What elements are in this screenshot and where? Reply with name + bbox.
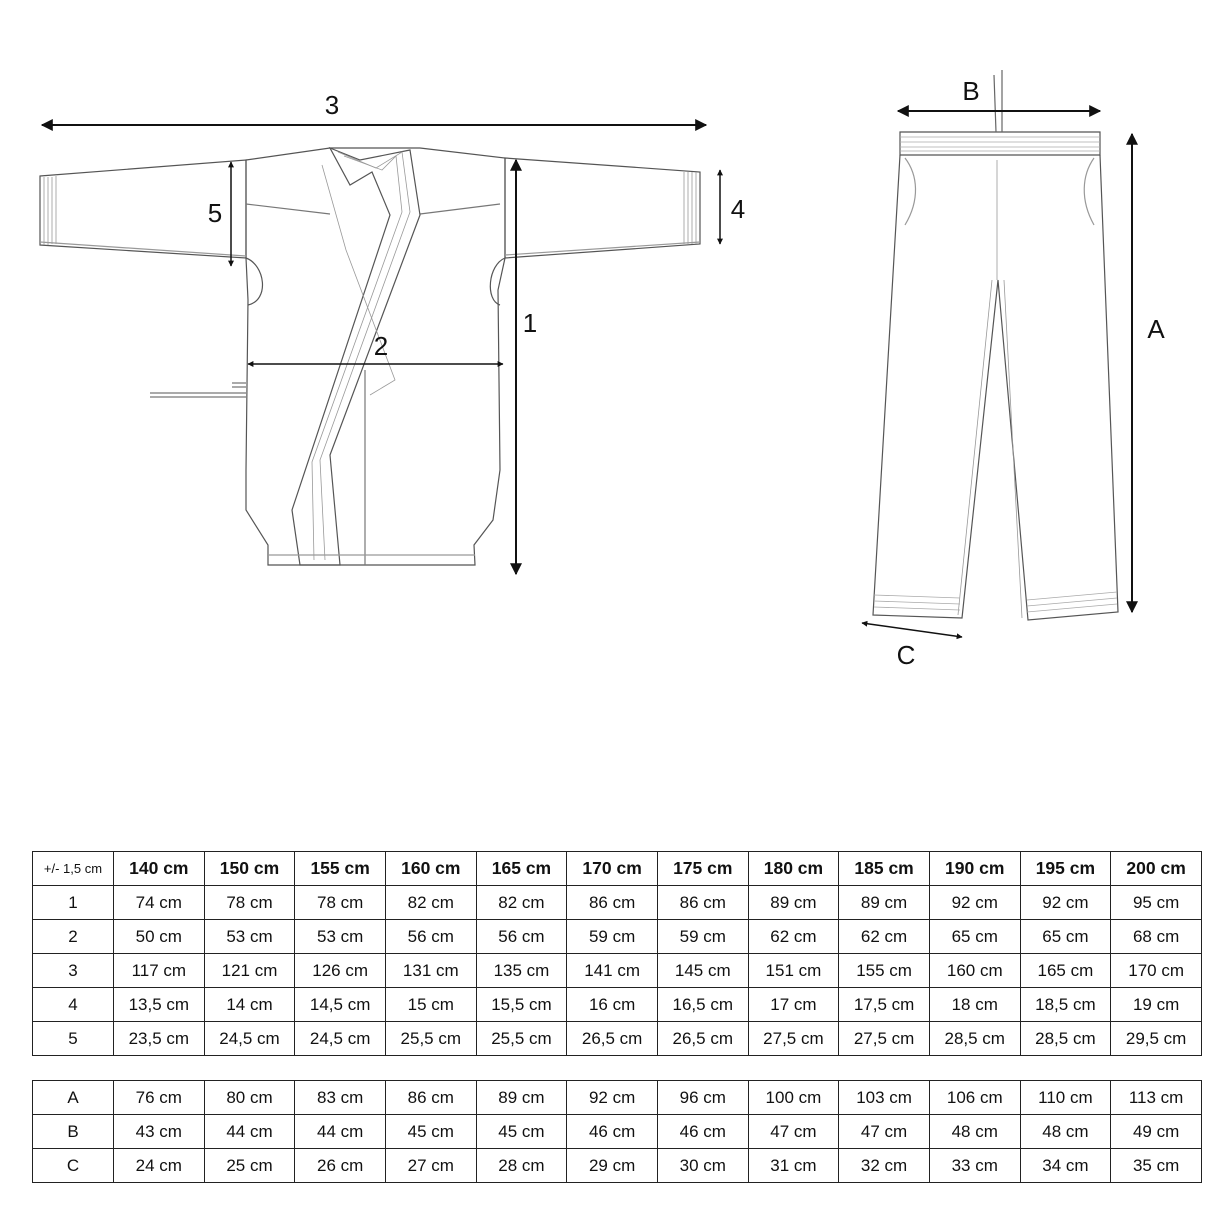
- pants-legs-outline: [873, 155, 1118, 620]
- table-cell: 46 cm: [657, 1115, 748, 1149]
- pants-rows: [33, 1081, 1202, 1183]
- label-B: B: [962, 76, 980, 106]
- table-row: [33, 1115, 1202, 1149]
- row-label: 3: [33, 954, 114, 988]
- table-cell: 35 cm: [1111, 1149, 1202, 1183]
- table-cell: 45 cm: [385, 1115, 476, 1149]
- header-row: [33, 852, 1202, 886]
- table-cell: 103 cm: [839, 1081, 930, 1115]
- table-cell: 24,5 cm: [204, 1022, 295, 1056]
- row-label: 4: [33, 988, 114, 1022]
- table-cell: 53 cm: [295, 920, 386, 954]
- row-label: B: [33, 1115, 114, 1149]
- table-cell: 15 cm: [385, 988, 476, 1022]
- header-cell: 175 cm: [657, 852, 748, 886]
- table-cell: 59 cm: [567, 920, 658, 954]
- table-cell: 89 cm: [748, 886, 839, 920]
- table-cell: 100 cm: [748, 1081, 839, 1115]
- table-cell: 96 cm: [657, 1081, 748, 1115]
- table-cell: 82 cm: [385, 886, 476, 920]
- table-cell: 113 cm: [1111, 1081, 1202, 1115]
- table-cell: 14 cm: [204, 988, 295, 1022]
- table-cell: 27,5 cm: [839, 1022, 930, 1056]
- table-cell: 33 cm: [929, 1149, 1020, 1183]
- table-cell: 151 cm: [748, 954, 839, 988]
- table-cell: 86 cm: [385, 1081, 476, 1115]
- table-cell: 131 cm: [385, 954, 476, 988]
- table-cell: 45 cm: [476, 1115, 567, 1149]
- table-cell: 26 cm: [295, 1149, 386, 1183]
- table-cell: 47 cm: [748, 1115, 839, 1149]
- table-cell: 47 cm: [839, 1115, 930, 1149]
- jacket-lapel: [292, 148, 420, 565]
- tolerance-cell: +/- 1,5 cm: [33, 852, 114, 886]
- table-cell: 16,5 cm: [657, 988, 748, 1022]
- header-cell: 140 cm: [114, 852, 205, 886]
- table-cell: 92 cm: [929, 886, 1020, 920]
- table-cell: 65 cm: [1020, 920, 1111, 954]
- table-cell: 24 cm: [114, 1149, 205, 1183]
- label-A: A: [1147, 314, 1165, 344]
- table-cell: 25,5 cm: [385, 1022, 476, 1056]
- table-cell: 18,5 cm: [1020, 988, 1111, 1022]
- table-cell: 78 cm: [204, 886, 295, 920]
- table-cell: 59 cm: [657, 920, 748, 954]
- pants-drawing: [873, 70, 1118, 620]
- table-cell: 26,5 cm: [657, 1022, 748, 1056]
- table-cell: 170 cm: [1111, 954, 1202, 988]
- table-cell: 15,5 cm: [476, 988, 567, 1022]
- table-cell: 24,5 cm: [295, 1022, 386, 1056]
- table-cell: 126 cm: [295, 954, 386, 988]
- row-label: 2: [33, 920, 114, 954]
- table-cell: 34 cm: [1020, 1149, 1111, 1183]
- table-cell: 44 cm: [204, 1115, 295, 1149]
- table-cell: 83 cm: [295, 1081, 386, 1115]
- header-cell: 185 cm: [839, 852, 930, 886]
- table-cell: 65 cm: [929, 920, 1020, 954]
- table-cell: 46 cm: [567, 1115, 658, 1149]
- table-cell: 48 cm: [929, 1115, 1020, 1149]
- header-cell: 190 cm: [929, 852, 1020, 886]
- table-cell: 165 cm: [1020, 954, 1111, 988]
- table-cell: 44 cm: [295, 1115, 386, 1149]
- header-cell: 180 cm: [748, 852, 839, 886]
- table-cell: 86 cm: [657, 886, 748, 920]
- table-cell: 30 cm: [657, 1149, 748, 1183]
- table-cell: 29,5 cm: [1111, 1022, 1202, 1056]
- table-cell: 19 cm: [1111, 988, 1202, 1022]
- table-row: [33, 1149, 1202, 1183]
- table-cell: 25,5 cm: [476, 1022, 567, 1056]
- table-cell: 48 cm: [1020, 1115, 1111, 1149]
- header-cell: 160 cm: [385, 852, 476, 886]
- header-cell: 165 cm: [476, 852, 567, 886]
- label-2: 2: [373, 331, 389, 361]
- table-cell: 13,5 cm: [114, 988, 205, 1022]
- table-cell: 28,5 cm: [929, 1022, 1020, 1056]
- table-cell: 117 cm: [114, 954, 205, 988]
- table-cell: 95 cm: [1111, 886, 1202, 920]
- table-cell: 80 cm: [204, 1081, 295, 1115]
- table-cell: 106 cm: [929, 1081, 1020, 1115]
- table-cell: 26,5 cm: [567, 1022, 658, 1056]
- table-cell: 29 cm: [567, 1149, 658, 1183]
- table-cell: 92 cm: [567, 1081, 658, 1115]
- table-cell: 78 cm: [295, 886, 386, 920]
- pants-size-table: [32, 1080, 1202, 1183]
- jacket-drawing: [40, 148, 700, 565]
- jacket-right-sleeve: [505, 158, 700, 258]
- table-cell: 145 cm: [657, 954, 748, 988]
- table-cell: 28 cm: [476, 1149, 567, 1183]
- table-cell: 82 cm: [476, 886, 567, 920]
- jacket-size-table: [32, 851, 1202, 1056]
- table-cell: 68 cm: [1111, 920, 1202, 954]
- table-cell: 86 cm: [567, 886, 658, 920]
- table-cell: 23,5 cm: [114, 1022, 205, 1056]
- label-C: C: [896, 640, 916, 670]
- table-row: [33, 886, 1202, 920]
- table-cell: 121 cm: [204, 954, 295, 988]
- label-1: 1: [522, 308, 538, 338]
- table-row: [33, 988, 1202, 1022]
- table-cell: 62 cm: [839, 920, 930, 954]
- table-cell: 141 cm: [567, 954, 658, 988]
- dim-arrow-C: [862, 623, 962, 637]
- table-cell: 155 cm: [839, 954, 930, 988]
- table-cell: 43 cm: [114, 1115, 205, 1149]
- table-cell: 31 cm: [748, 1149, 839, 1183]
- table-cell: 17,5 cm: [839, 988, 930, 1022]
- pants-waistband: [900, 132, 1100, 155]
- table-cell: 76 cm: [114, 1081, 205, 1115]
- table-cell: 56 cm: [385, 920, 476, 954]
- table-cell: 74 cm: [114, 886, 205, 920]
- table-cell: 14,5 cm: [295, 988, 386, 1022]
- table-cell: 56 cm: [476, 920, 567, 954]
- label-4: 4: [730, 194, 746, 224]
- row-label: C: [33, 1149, 114, 1183]
- table-cell: 62 cm: [748, 920, 839, 954]
- table-cell: 50 cm: [114, 920, 205, 954]
- jacket-rows: [33, 886, 1202, 1056]
- label-3: 3: [324, 90, 340, 120]
- table-cell: 160 cm: [929, 954, 1020, 988]
- table-cell: 27,5 cm: [748, 1022, 839, 1056]
- table-cell: 110 cm: [1020, 1081, 1111, 1115]
- table-row: [33, 1081, 1202, 1115]
- table-cell: 49 cm: [1111, 1115, 1202, 1149]
- table-row: [33, 954, 1202, 988]
- header-cell: 155 cm: [295, 852, 386, 886]
- table-cell: 32 cm: [839, 1149, 930, 1183]
- row-label: A: [33, 1081, 114, 1115]
- table-cell: 18 cm: [929, 988, 1020, 1022]
- table-cell: 89 cm: [839, 886, 930, 920]
- label-5: 5: [207, 198, 223, 228]
- row-label: 1: [33, 886, 114, 920]
- table-row: [33, 1022, 1202, 1056]
- header-cell: 170 cm: [567, 852, 658, 886]
- header-cell: 150 cm: [204, 852, 295, 886]
- table-cell: 28,5 cm: [1020, 1022, 1111, 1056]
- table-cell: 135 cm: [476, 954, 567, 988]
- row-label: 5: [33, 1022, 114, 1056]
- header-cell: 200 cm: [1111, 852, 1202, 886]
- table-cell: 25 cm: [204, 1149, 295, 1183]
- table-cell: 92 cm: [1020, 886, 1111, 920]
- table-cell: 16 cm: [567, 988, 658, 1022]
- table-cell: 89 cm: [476, 1081, 567, 1115]
- table-row: [33, 920, 1202, 954]
- table-cell: 17 cm: [748, 988, 839, 1022]
- table-cell: 27 cm: [385, 1149, 476, 1183]
- table-cell: 53 cm: [204, 920, 295, 954]
- header-cell: 195 cm: [1020, 852, 1111, 886]
